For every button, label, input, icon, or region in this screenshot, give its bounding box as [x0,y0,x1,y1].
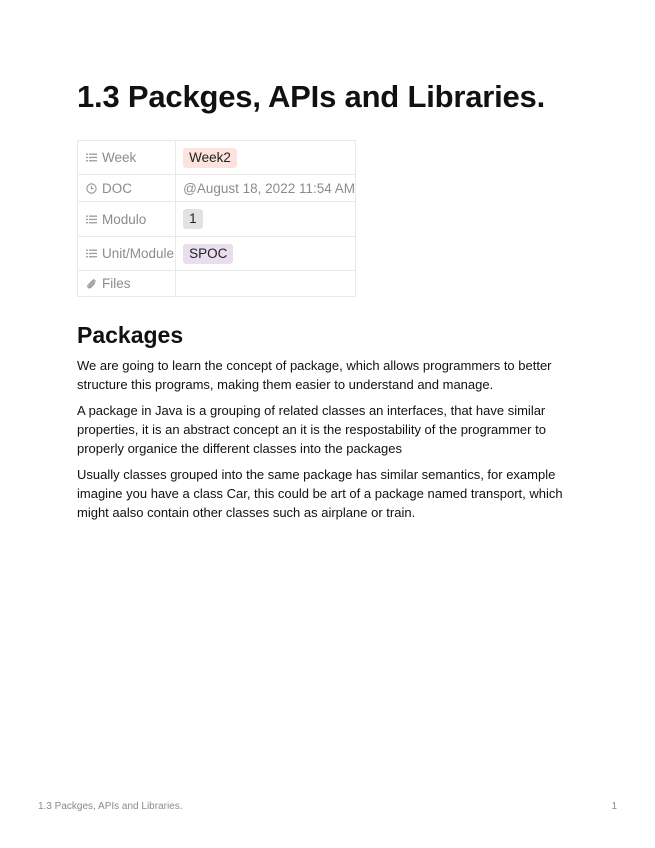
list-icon [85,152,97,164]
modulo-tag[interactable]: 1 [183,209,203,229]
property-label-doc: DOC [102,180,132,196]
week-tag[interactable]: Week2 [183,148,237,168]
property-label-week: Week [102,150,137,165]
property-row-doc [78,175,356,202]
property-row-files [78,271,356,297]
paragraph: We are going to learn the concept of package, which allows programmers to better structure this programs, making them easier to understand and manage. [77,358,552,392]
section-heading-packages: Packages [77,322,184,348]
property-label-files: Files [102,276,131,291]
unit-module-tag[interactable]: SPOC [183,244,233,264]
property-label-unit-module: Unit/Module [102,246,175,261]
doc-date-value[interactable]: @August 18, 2022 11:54 AM [183,180,355,196]
paragraph: A package in Java is a grouping of related classes an interfaces, that have similar properties, it is an abstract concept an it is the respostability of the programmer to properly organice the different classes into the packages [77,403,546,456]
footer-page-number: 1 [611,801,617,812]
properties-table [77,140,356,297]
property-row-unit-module [78,237,356,271]
page-title: 1.3 Packges, APIs and Libraries. [77,79,546,114]
property-label-modulo: Modulo [102,211,147,227]
files-value[interactable] [176,271,356,297]
property-row-week [78,141,356,175]
list-icon [85,213,97,225]
section-body [77,356,567,529]
footer-title: 1.3 Packges, APIs and Libraries. [38,801,183,812]
paperclip-icon [85,278,97,290]
clock-icon [85,182,97,194]
list-icon [85,248,97,260]
paragraph: Usually classes grouped into the same package has similar semantics, for example imagine you have a class Car, this could be art of a package named transport, which might aalso contain other classes such as airplane or train. [77,467,563,520]
property-row-modulo [78,202,356,237]
